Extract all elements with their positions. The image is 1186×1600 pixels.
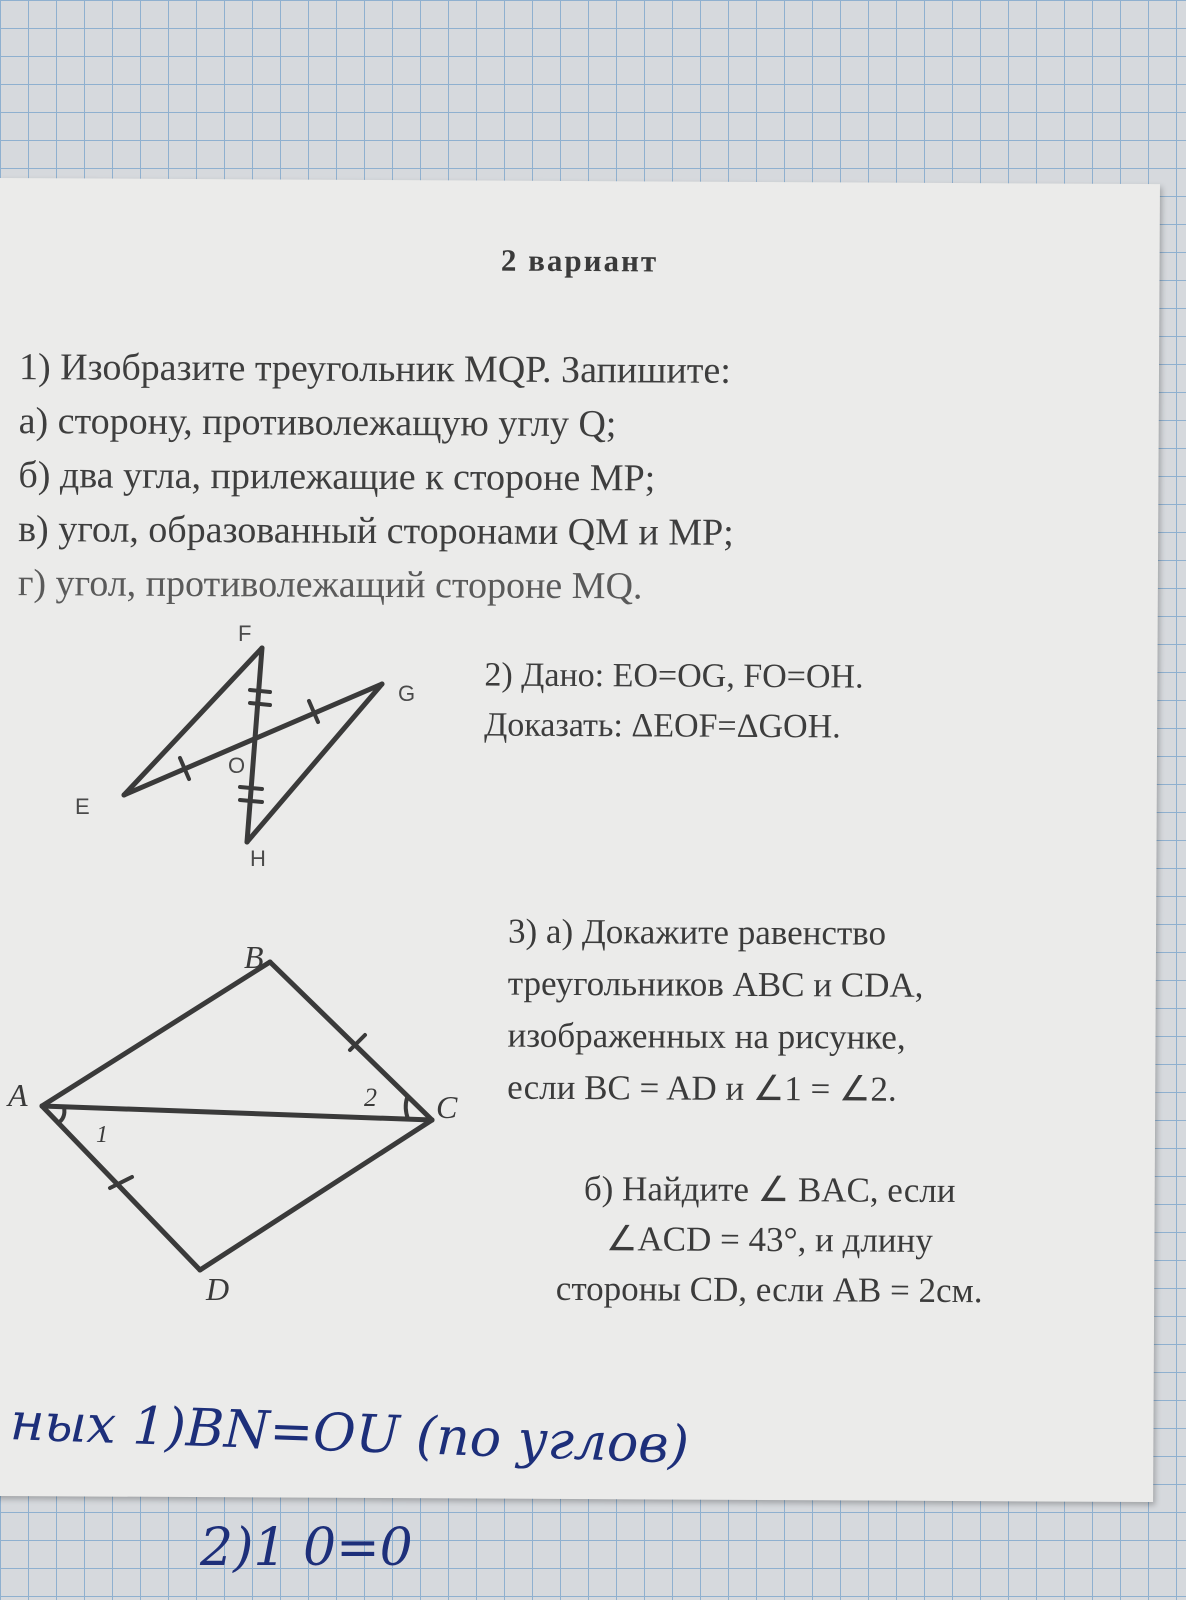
label-f: F [238,621,252,646]
task-1-line: 1) Изобразите треугольник MQP. Запишите: [18,346,731,392]
label-d: D [206,1271,230,1307]
task-3b-line: ∠ACD = 43°, и длину [605,1219,933,1260]
task-3b-line: стороны CD, если AB = 2см. [555,1268,983,1311]
task-1-line: а) сторону, противолежащую углу Q; [18,400,617,446]
task-1-line: г) угол, противолежащий стороне MQ. [17,562,643,608]
task-3a-line: если BC = AD и ∠1 = ∠2. [507,1067,897,1109]
task-1-line: в) угол, образованный сторонами QM и MP; [18,508,734,554]
task-3b-line: б) Найдите ∠ BAC, если [583,1169,956,1211]
task-3a-line: 3) а) Докажите равенство [507,911,887,953]
label-b: B [244,939,264,975]
label-e: E [75,794,90,819]
task-1-line: б) два угла, прилежащие к стороне MP; [18,454,656,500]
label-angle-2: 2 [364,1083,377,1112]
label-h: H [250,846,266,871]
segment-ad [42,1106,200,1270]
label-g: G [398,681,416,706]
task-2-line: 2) Дано: EO=OG, FO=OH. [484,656,864,696]
label-c: C [436,1089,458,1125]
label-angle-1: 1 [96,1122,108,1148]
segment-ab [42,962,270,1106]
task-2-line: Доказать: ΔEOF=ΔGOH. [484,706,841,746]
segment-dc [200,1120,432,1270]
task-3a-line: изображенных на рисунке, [507,1015,906,1057]
handwritten-note-line-1: ных 1)BN=OU (по углов) [9,1392,690,1476]
label-o: O [228,753,246,778]
label-a: A [8,1077,28,1113]
handwritten-note-line-2: 2)1 0=0 [200,1518,413,1578]
page-title: 2 вариант [500,242,659,279]
task-3a-line: треугольников ABC и CDA, [507,963,924,1005]
